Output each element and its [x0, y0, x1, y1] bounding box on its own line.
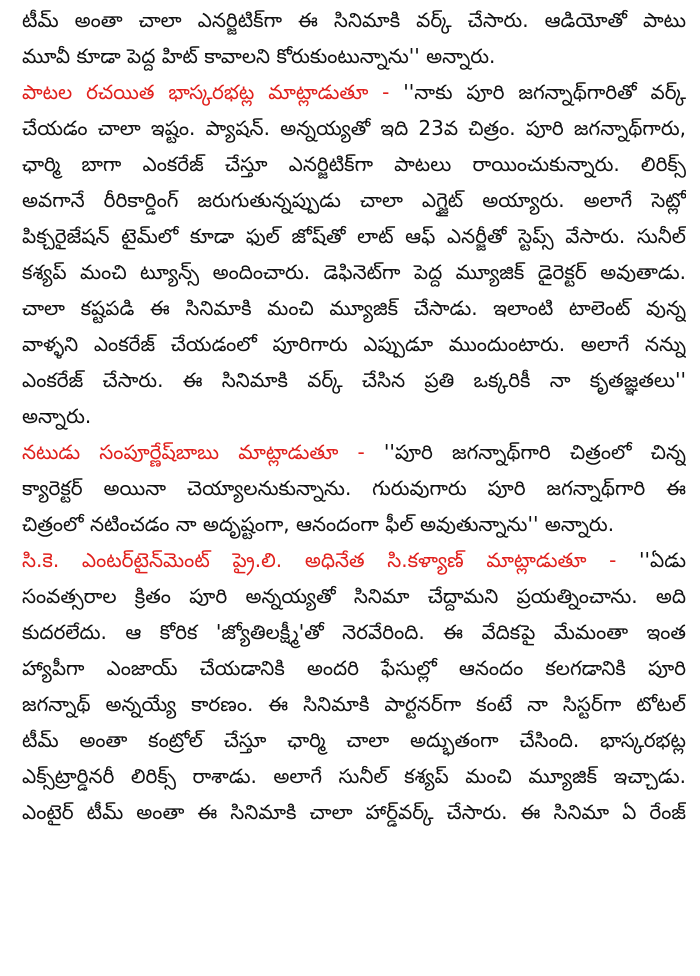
quote-start: ''పూరి జగన్నాథ్‌గారి చిత్రంలో చిన్న	[364, 440, 686, 464]
text-line: టీమ్ అంతా కంట్రోల్ చేస్తూ ఛార్మి చాలా అద్భుతంగా చేసింది. భాస్కరభట్ల	[22, 728, 686, 752]
text-line: టీమ్ అంతా చాలా ఎనర్జిటిక్‌గా ఈ సినిమాకి వర్క్ చేసారు. ఆడియోతో పాటు	[22, 8, 686, 32]
text-line: కుదరలేదు. ఆ కోరిక 'జ్యోతిలక్ష్మీ'తో నెరవేరింది. ఈ వేదికపై మేమంతా ఇంత	[22, 620, 686, 644]
speaker-line	[22, 542, 686, 578]
speaker-heading: నటుడు సంపూర్ణేష్‌బాబు మాట్లాడుతూ -	[22, 440, 365, 464]
text-line: హ్యాపీగా ఎంజాయ్ చేయడానికి అందరి ఫేసుల్లో ఆనందం కలగడానికి పూరి	[22, 656, 686, 680]
text-line: చేయడం చాలా ఇష్టం. ప్యాషన్. అన్నయ్యతో ఇది 23వ చిత్రం. పూరి జగన్నాథ్‌గారు,	[22, 116, 686, 140]
paragraph-lyricist-bhaskarabhatla	[22, 74, 686, 434]
speaker-heading: సి.కె. ఎంటర్‌టైన్‌మెంట్ ప్రై.లి. అధినేత సి.కళ్యాణ్ మాట్లాడుతూ -	[22, 548, 617, 572]
text-line: ఎంటైర్ టీమ్ అంతా ఈ సినిమాకి చాలా హార్డ్‌వర్క్ చేసారు. ఈ సినిమా ఏ రేంజ్	[22, 800, 686, 824]
text-line: క్యారెక్టర్ అయినా చెయ్యాలనుకున్నాను. గురువుగారు పూరి జగన్నాథ్‌గారి ఈ	[22, 476, 686, 500]
text-line: అన్నారు.	[22, 404, 92, 428]
paragraph-team-audio	[22, 2, 686, 74]
text-line: సంవత్సరాల క్రితం పూరి అన్నయ్యతో సినిమా చేద్దామని ప్రయత్నించాను. అది	[22, 584, 686, 608]
quote-start: ''నాకు పూరి జగన్నాథ్‌గారితో వర్క్	[389, 80, 686, 104]
text-line: కశ్యప్ మంచి ట్యూన్స్ అందించారు. డెఫినెట్‌గా పెద్ద మ్యూజిక్ డైరెక్టర్ అవుతాడు.	[22, 260, 686, 284]
text-line: మూవీ కూడా పెద్ద హిట్ కావాలని కోరుకుంటున్నాను'' అన్నారు.	[22, 44, 496, 68]
speaker-line	[22, 74, 686, 110]
speaker-line	[22, 434, 686, 470]
text-line: జగన్నాథ్ అన్నయ్యే కారణం. ఈ సినిమాకి పార్టనర్‌గా కంటే నా సిస్టర్‌గా టోటల్	[22, 692, 686, 716]
text-line: ఎంకరేజ్ చేసారు. ఈ సినిమాకి వర్క్ చేసిన ప్రతి ఒక్కరికీ నా కృతజ్ఞతలు''	[22, 368, 686, 392]
text-line: అవగానే రీరికార్డింగ్ జరుగుతున్నప్పుడు చాలా ఎగ్జైట్ అయ్యారు. అలాగే సెట్లో	[22, 188, 686, 212]
text-line: ఎక్స్‌ట్రార్డినరీ లిరిక్స్ రాశాడు. అలాగే సునీల్ కశ్యప్ మంచి మ్యూజిక్ ఇచ్చాడు.	[22, 764, 686, 788]
text-line: చాలా కష్టపడి ఈ సినిమాకి మంచి మ్యూజిక్ చేసాడు. ఇలాంటి టాలెంట్ వున్న	[22, 296, 686, 320]
text-line: పిక్చరైజేషన్ టైమ్‌లో కూడా ఫుల్ జోష్‌తో లాట్ ఆఫ్ ఎనర్జీతో స్టెప్స్ వేసారు. సునీల్	[22, 224, 686, 248]
text-line: చిత్రంలో నటించడం నా అదృష్టంగా, ఆనందంగా ఫీల్ అవుతున్నాను'' అన్నారు.	[22, 512, 615, 536]
quote-start: ''ఏడు	[616, 548, 686, 572]
paragraph-actor-sampoornesh	[22, 434, 686, 542]
paragraph-producer-kalyan	[22, 542, 686, 830]
speaker-heading: పాటల రచయిత భాస్కరభట్ల మాట్లాడుతూ -	[22, 80, 390, 104]
text-line: వాళ్ళని ఎంకరేజ్ చేయడంలో పూరిగారు ఎప్పుడూ ముందుంటారు. అలాగే నన్ను	[22, 332, 686, 356]
text-line: ఛార్మి బాగా ఎంకరేజ్ చేస్తూ ఎనర్జిటిక్‌గా పాటలు రాయించుకున్నారు. లిరిక్స్	[22, 152, 686, 176]
